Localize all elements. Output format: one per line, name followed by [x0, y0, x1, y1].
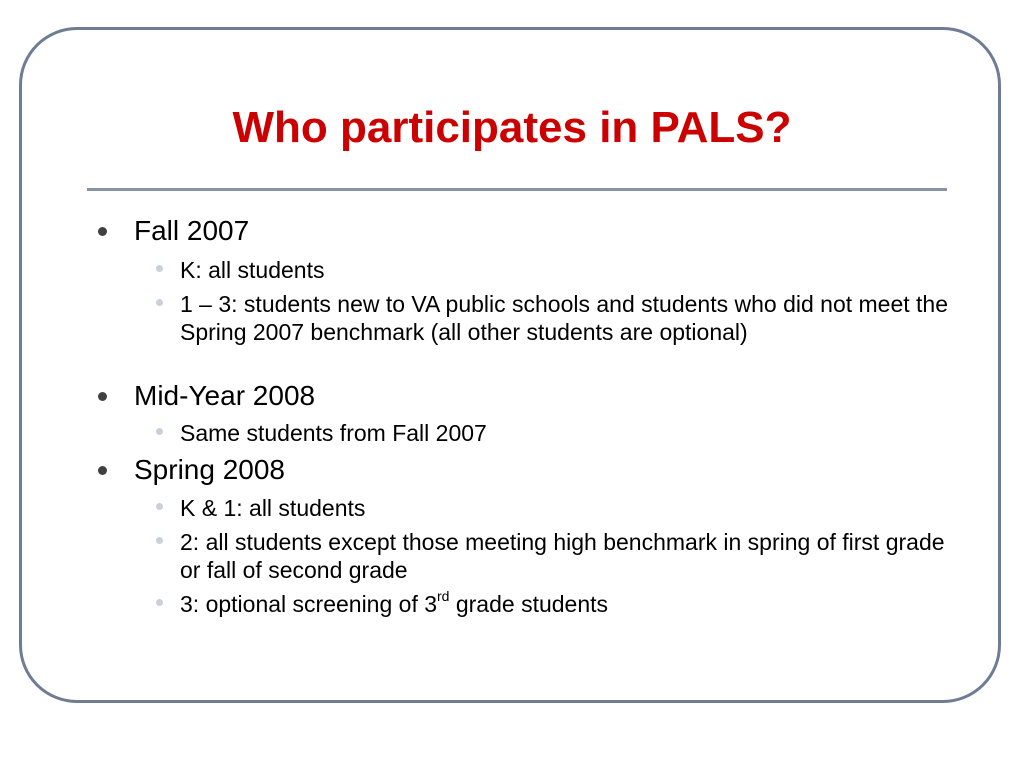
sub-bullet-dot-icon [156, 503, 163, 510]
section-heading-spring-2008 [134, 454, 285, 486]
ordinal-superscript: rd [437, 588, 450, 605]
list-item [180, 419, 950, 447]
list-item [180, 528, 950, 584]
bullet-dot-icon [98, 227, 107, 236]
sub-bullet-dot-icon [156, 428, 163, 435]
section-heading-fall-2007 [134, 215, 249, 247]
list-item [180, 590, 950, 618]
list-item [180, 256, 950, 284]
list-item-text: Same students from Fall 2007 [180, 420, 487, 446]
section-heading-text: Fall 2007 [134, 215, 250, 246]
list-item-text-suffix: grade students [449, 591, 609, 617]
bullet-dot-icon [98, 392, 107, 401]
list-item-text: 1 – 3: students new to VA public schools and students who did not meet the Spring 2007 benchmark (all other students are optional) [180, 291, 949, 345]
list-item [180, 290, 950, 346]
sub-bullet-dot-icon [156, 299, 163, 306]
section-heading-mid-year-2008 [134, 380, 315, 412]
bullet-dot-icon [98, 466, 107, 475]
section-heading-text: Spring 2008 [134, 454, 286, 485]
list-item-text: K & 1: all students [180, 495, 366, 521]
slide-title: Who participates in PALS? [232, 103, 792, 152]
list-item-text: 2: all students except those meeting high benchmark in spring of first grade or fall of second grade [180, 529, 945, 583]
list-item-text-prefix: 3: optional screening of 3 [180, 591, 438, 617]
sub-bullet-dot-icon [156, 599, 163, 606]
list-item-text: K: all students [180, 257, 325, 283]
sub-bullet-dot-icon [156, 537, 163, 544]
section-heading-text: Mid-Year 2008 [134, 380, 316, 411]
list-item [180, 494, 950, 522]
sub-bullet-dot-icon [156, 265, 163, 272]
